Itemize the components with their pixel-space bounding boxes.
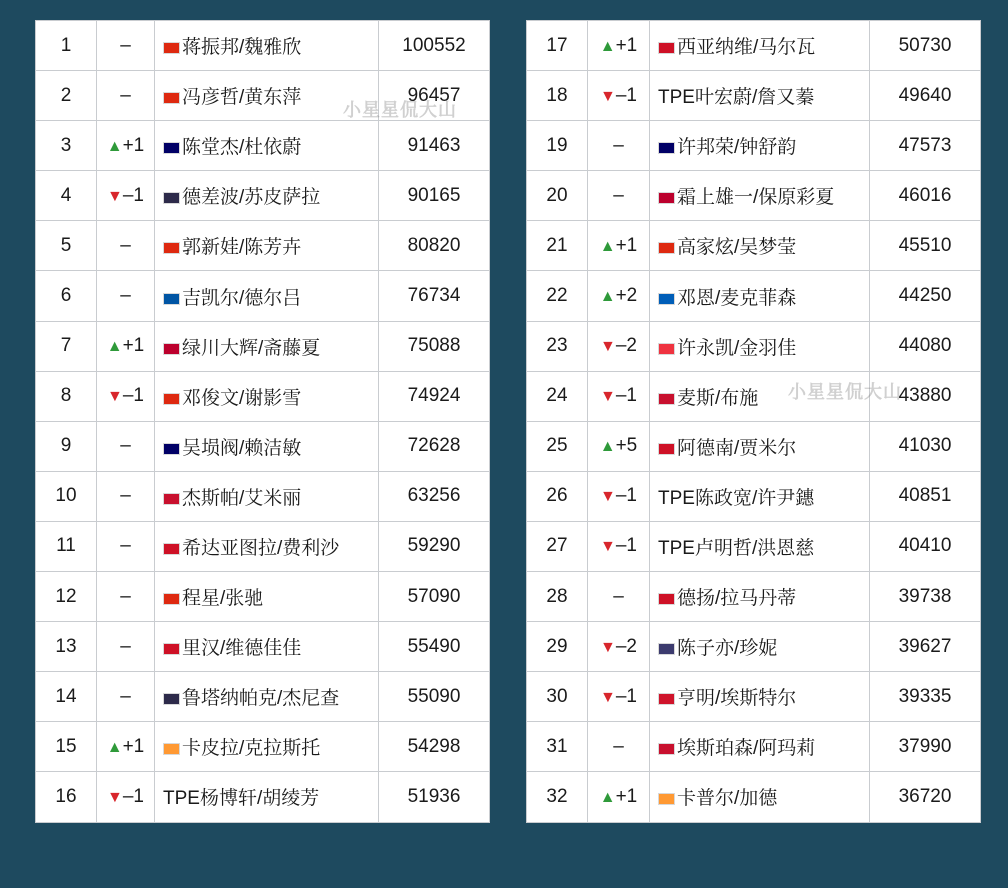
points-cell: 90165 — [379, 171, 490, 221]
arrow-down-icon: ▼ — [600, 638, 616, 656]
country-code: TPE — [163, 788, 200, 810]
table-row — [36, 772, 490, 822]
change-cell — [588, 672, 650, 722]
flag-icon — [163, 142, 180, 154]
points-cell: 46016 — [870, 171, 981, 221]
change-cell — [588, 71, 650, 121]
table-row — [36, 722, 490, 772]
arrow-up-icon: ▲ — [106, 137, 123, 155]
change-value: +1 — [122, 134, 145, 156]
change-cell — [588, 21, 650, 71]
change-cell — [588, 421, 650, 471]
player-cell — [155, 321, 379, 371]
table-row — [36, 271, 490, 321]
change-cell — [588, 521, 650, 571]
change-cell — [97, 371, 155, 421]
change-cell — [97, 471, 155, 521]
points-cell: 80820 — [379, 221, 490, 271]
arrow-up-icon: ▲ — [599, 288, 616, 306]
flag-icon — [163, 443, 180, 455]
flag-icon — [658, 192, 675, 204]
player-cell — [650, 521, 870, 571]
flag-icon — [163, 293, 180, 305]
table-row — [527, 121, 981, 171]
change-cell — [588, 171, 650, 221]
player-names: 吴埙阀/赖洁敏 — [182, 437, 302, 459]
rank-cell: 23 — [527, 321, 588, 371]
table-row — [36, 572, 490, 622]
table-row — [36, 221, 490, 271]
rank-cell: 30 — [527, 672, 588, 722]
flag-icon — [163, 393, 180, 405]
player-cell — [155, 71, 379, 121]
change-value: +5 — [615, 435, 638, 457]
player-cell — [155, 421, 379, 471]
change-cell — [97, 572, 155, 622]
player-cell — [155, 521, 379, 571]
player-cell — [650, 471, 870, 521]
points-cell: 39738 — [870, 572, 981, 622]
change-value: – — [120, 285, 131, 307]
flag-icon — [163, 242, 180, 254]
change-cell — [97, 521, 155, 571]
rank-cell: 25 — [527, 421, 588, 471]
player-names: 卡普尔/加德 — [677, 788, 778, 810]
arrow-down-icon: ▼ — [600, 538, 616, 556]
table-row — [36, 672, 490, 722]
table-row — [36, 121, 490, 171]
arrow-down-icon: ▼ — [600, 87, 616, 105]
player-names: 蒋振邦/魏雅欣 — [182, 37, 302, 59]
change-cell — [588, 221, 650, 271]
flag-icon — [658, 293, 675, 305]
change-cell — [588, 121, 650, 171]
flag-icon — [658, 393, 675, 405]
player-cell — [650, 371, 870, 421]
change-value: +1 — [615, 234, 638, 256]
rank-cell: 16 — [36, 772, 97, 822]
points-cell: 44250 — [870, 271, 981, 321]
points-cell: 39335 — [870, 672, 981, 722]
rank-cell: 11 — [36, 521, 97, 571]
points-cell: 76734 — [379, 271, 490, 321]
table-row — [36, 421, 490, 471]
player-names: 卢明哲/洪恩慈 — [694, 537, 815, 559]
arrow-down-icon: ▼ — [600, 688, 616, 706]
rank-cell: 17 — [527, 21, 588, 71]
country-code: TPE — [658, 87, 695, 109]
player-cell — [650, 121, 870, 171]
change-cell — [97, 722, 155, 772]
rank-cell: 27 — [527, 521, 588, 571]
table-row — [527, 271, 981, 321]
change-value: – — [613, 585, 624, 607]
rank-cell: 3 — [36, 121, 97, 171]
watermark-logo: 小星星侃大山 — [788, 382, 902, 402]
player-names: 卡皮拉/克拉斯托 — [182, 738, 321, 760]
arrow-up-icon: ▲ — [106, 738, 123, 756]
country-code: TPE — [658, 487, 695, 509]
player-cell — [155, 21, 379, 71]
flag-icon — [163, 92, 180, 104]
flag-icon — [658, 793, 675, 805]
change-value: +1 — [122, 335, 145, 357]
rank-cell: 15 — [36, 722, 97, 772]
player-names: 鲁塔纳帕克/杰尼查 — [182, 688, 340, 710]
player-names: 里汉/维德佳佳 — [182, 638, 302, 660]
rank-cell: 31 — [527, 722, 588, 772]
change-value: – — [120, 435, 131, 457]
rank-cell: 12 — [36, 572, 97, 622]
table-row — [527, 572, 981, 622]
player-names: 希达亚图拉/费利沙 — [182, 537, 340, 559]
player-cell — [155, 271, 379, 321]
change-value: – — [120, 34, 131, 56]
arrow-down-icon: ▼ — [600, 488, 616, 506]
ranking-table-left — [35, 20, 490, 823]
change-value: – — [613, 735, 624, 757]
player-names: 陈子亦/珍妮 — [677, 638, 778, 660]
change-cell — [588, 321, 650, 371]
change-value: – — [120, 84, 131, 106]
flag-icon — [163, 643, 180, 655]
change-cell — [97, 271, 155, 321]
player-cell — [650, 622, 870, 672]
points-cell: 50730 — [870, 21, 981, 71]
change-cell — [97, 71, 155, 121]
change-cell — [97, 772, 155, 822]
table-row — [527, 221, 981, 271]
points-cell: 41030 — [870, 421, 981, 471]
change-value: –1 — [615, 685, 637, 707]
player-names: 叶宏蔚/詹又蓁 — [694, 87, 815, 109]
points-cell: 75088 — [379, 321, 490, 371]
change-value: –1 — [122, 385, 144, 407]
points-cell: 44080 — [870, 321, 981, 371]
points-cell: 49640 — [870, 71, 981, 121]
rank-cell: 21 — [527, 221, 588, 271]
player-cell — [650, 321, 870, 371]
flag-icon — [658, 693, 675, 705]
points-cell: 40851 — [870, 471, 981, 521]
change-value: –1 — [122, 785, 144, 807]
player-names: 陈政宽/许尹鏸 — [694, 487, 815, 509]
player-names: 邓俊文/谢影雪 — [182, 387, 302, 409]
player-names: 高家炫/吴梦莹 — [677, 237, 797, 259]
arrow-up-icon: ▲ — [599, 237, 616, 255]
rank-cell: 1 — [36, 21, 97, 71]
table-row — [527, 672, 981, 722]
points-cell: 91463 — [379, 121, 490, 171]
flag-icon — [658, 42, 675, 54]
player-cell — [155, 471, 379, 521]
table-row — [527, 421, 981, 471]
change-cell — [97, 421, 155, 471]
flag-icon — [163, 543, 180, 555]
table-row — [527, 171, 981, 221]
change-cell — [97, 622, 155, 672]
rank-cell: 18 — [527, 71, 588, 121]
player-names: 西亚纳维/马尔瓦 — [677, 37, 816, 59]
points-cell: 47573 — [870, 121, 981, 171]
player-names: 杰斯帕/艾米丽 — [182, 487, 302, 509]
table-row — [527, 71, 981, 121]
flag-icon — [658, 343, 675, 355]
change-value: – — [120, 685, 131, 707]
player-cell — [155, 221, 379, 271]
points-cell: 51936 — [379, 772, 490, 822]
player-cell — [650, 221, 870, 271]
rank-cell: 20 — [527, 171, 588, 221]
player-names: 阿德南/贾米尔 — [677, 437, 797, 459]
table-row — [527, 622, 981, 672]
flag-icon — [658, 242, 675, 254]
player-cell — [650, 421, 870, 471]
change-value: –1 — [615, 535, 637, 557]
change-value: – — [613, 184, 624, 206]
flag-icon — [658, 443, 675, 455]
table-row — [36, 371, 490, 421]
change-value: +1 — [122, 735, 145, 757]
change-value: –1 — [615, 385, 637, 407]
arrow-up-icon: ▲ — [599, 788, 616, 806]
points-cell: 100552 — [379, 21, 490, 71]
player-cell — [650, 722, 870, 772]
watermark-logo: 小星星侃大山 — [343, 100, 457, 120]
country-code: TPE — [658, 537, 695, 559]
change-value: – — [120, 234, 131, 256]
rank-cell: 13 — [36, 622, 97, 672]
ranking-table-right — [526, 20, 981, 823]
table-row — [36, 21, 490, 71]
change-value: +2 — [615, 285, 638, 307]
table-row — [36, 471, 490, 521]
player-names: 德扬/拉马丹蒂 — [677, 588, 797, 610]
change-cell — [588, 772, 650, 822]
player-names: 许邦荣/钟舒韵 — [677, 137, 797, 159]
rank-cell: 29 — [527, 622, 588, 672]
change-value: –1 — [615, 84, 637, 106]
change-cell — [588, 471, 650, 521]
flag-icon — [163, 42, 180, 54]
arrow-up-icon: ▲ — [106, 338, 123, 356]
points-cell: 55090 — [379, 672, 490, 722]
table-row — [36, 622, 490, 672]
arrow-up-icon: ▲ — [599, 37, 616, 55]
flag-icon — [658, 643, 675, 655]
player-cell — [155, 572, 379, 622]
flag-icon — [658, 142, 675, 154]
rank-cell: 6 — [36, 271, 97, 321]
points-cell: 40410 — [870, 521, 981, 571]
rank-cell: 10 — [36, 471, 97, 521]
points-cell: 54298 — [379, 722, 490, 772]
rank-cell: 7 — [36, 321, 97, 371]
change-cell — [588, 572, 650, 622]
table-row — [36, 71, 490, 121]
points-cell: 59290 — [379, 521, 490, 571]
points-cell: 43880 — [870, 371, 981, 421]
change-cell — [588, 622, 650, 672]
arrow-down-icon: ▼ — [107, 388, 123, 406]
arrow-up-icon: ▲ — [599, 438, 616, 456]
table-row — [527, 471, 981, 521]
rank-cell: 2 — [36, 71, 97, 121]
player-cell — [155, 622, 379, 672]
rank-cell: 22 — [527, 271, 588, 321]
player-cell — [650, 271, 870, 321]
arrow-down-icon: ▼ — [600, 388, 616, 406]
change-cell — [97, 121, 155, 171]
table-row — [527, 722, 981, 772]
change-value: –2 — [615, 335, 637, 357]
points-cell: 74924 — [379, 371, 490, 421]
table-row — [36, 321, 490, 371]
rank-cell: 14 — [36, 672, 97, 722]
flag-icon — [658, 743, 675, 755]
player-cell — [155, 371, 379, 421]
points-cell: 37990 — [870, 722, 981, 772]
arrow-down-icon: ▼ — [107, 187, 123, 205]
table-row — [36, 521, 490, 571]
change-cell — [97, 321, 155, 371]
player-cell — [650, 171, 870, 221]
rank-cell: 9 — [36, 421, 97, 471]
rank-cell: 32 — [527, 772, 588, 822]
player-names: 程星/张驰 — [182, 588, 264, 610]
player-names: 许永凯/金羽佳 — [677, 337, 797, 359]
change-value: – — [613, 134, 624, 156]
change-value: –1 — [615, 485, 637, 507]
player-names: 郭新娃/陈芳卉 — [182, 237, 302, 259]
change-value: – — [120, 485, 131, 507]
change-value: – — [120, 535, 131, 557]
change-value: – — [120, 585, 131, 607]
points-cell: 96457 — [379, 71, 490, 121]
flag-icon — [163, 743, 180, 755]
table-row — [36, 171, 490, 221]
player-cell — [155, 672, 379, 722]
change-cell — [588, 722, 650, 772]
table-row — [527, 521, 981, 571]
points-cell: 36720 — [870, 772, 981, 822]
player-names: 杨博轩/胡绫芳 — [199, 788, 320, 810]
rank-cell: 26 — [527, 471, 588, 521]
player-cell — [155, 722, 379, 772]
rank-cell: 24 — [527, 371, 588, 421]
player-cell — [650, 71, 870, 121]
player-cell — [650, 772, 870, 822]
player-names: 亨明/埃斯特尔 — [677, 688, 797, 710]
points-cell: 55490 — [379, 622, 490, 672]
flag-icon — [163, 693, 180, 705]
arrow-down-icon: ▼ — [107, 788, 123, 806]
table-row — [527, 371, 981, 421]
change-value: – — [120, 635, 131, 657]
change-value: –2 — [615, 635, 637, 657]
player-names: 冯彦哲/黄东萍 — [182, 87, 302, 109]
points-cell: 72628 — [379, 421, 490, 471]
player-cell — [650, 672, 870, 722]
change-cell — [588, 371, 650, 421]
flag-icon — [658, 593, 675, 605]
arrow-down-icon: ▼ — [600, 338, 616, 356]
change-cell — [97, 672, 155, 722]
player-cell — [155, 121, 379, 171]
player-cell — [650, 572, 870, 622]
rank-cell: 19 — [527, 121, 588, 171]
player-names: 德差波/苏皮萨拉 — [182, 187, 321, 209]
flag-icon — [163, 593, 180, 605]
flag-icon — [163, 192, 180, 204]
change-cell — [97, 21, 155, 71]
rank-cell: 4 — [36, 171, 97, 221]
player-names: 麦斯/布施 — [677, 387, 759, 409]
table-row — [527, 772, 981, 822]
rank-cell: 28 — [527, 572, 588, 622]
player-names: 埃斯珀森/阿玛莉 — [677, 738, 816, 760]
player-names: 吉凯尔/德尔吕 — [182, 287, 302, 309]
table-row — [527, 321, 981, 371]
player-names: 陈堂杰/杜依蔚 — [182, 137, 302, 159]
player-names: 邓恩/麦克菲森 — [677, 287, 797, 309]
player-cell — [650, 21, 870, 71]
change-cell — [588, 271, 650, 321]
table-row — [527, 21, 981, 71]
player-cell — [155, 772, 379, 822]
change-value: +1 — [615, 34, 638, 56]
player-names: 绿川大辉/斋藤夏 — [182, 337, 321, 359]
change-value: –1 — [122, 184, 144, 206]
rank-cell: 5 — [36, 221, 97, 271]
flag-icon — [163, 343, 180, 355]
change-value: +1 — [615, 785, 638, 807]
points-cell: 57090 — [379, 572, 490, 622]
rank-cell: 8 — [36, 371, 97, 421]
player-cell — [155, 171, 379, 221]
change-cell — [97, 221, 155, 271]
points-cell: 39627 — [870, 622, 981, 672]
change-cell — [97, 171, 155, 221]
flag-icon — [163, 493, 180, 505]
points-cell: 63256 — [379, 471, 490, 521]
points-cell: 45510 — [870, 221, 981, 271]
player-names: 霜上雄一/保原彩夏 — [677, 187, 835, 209]
